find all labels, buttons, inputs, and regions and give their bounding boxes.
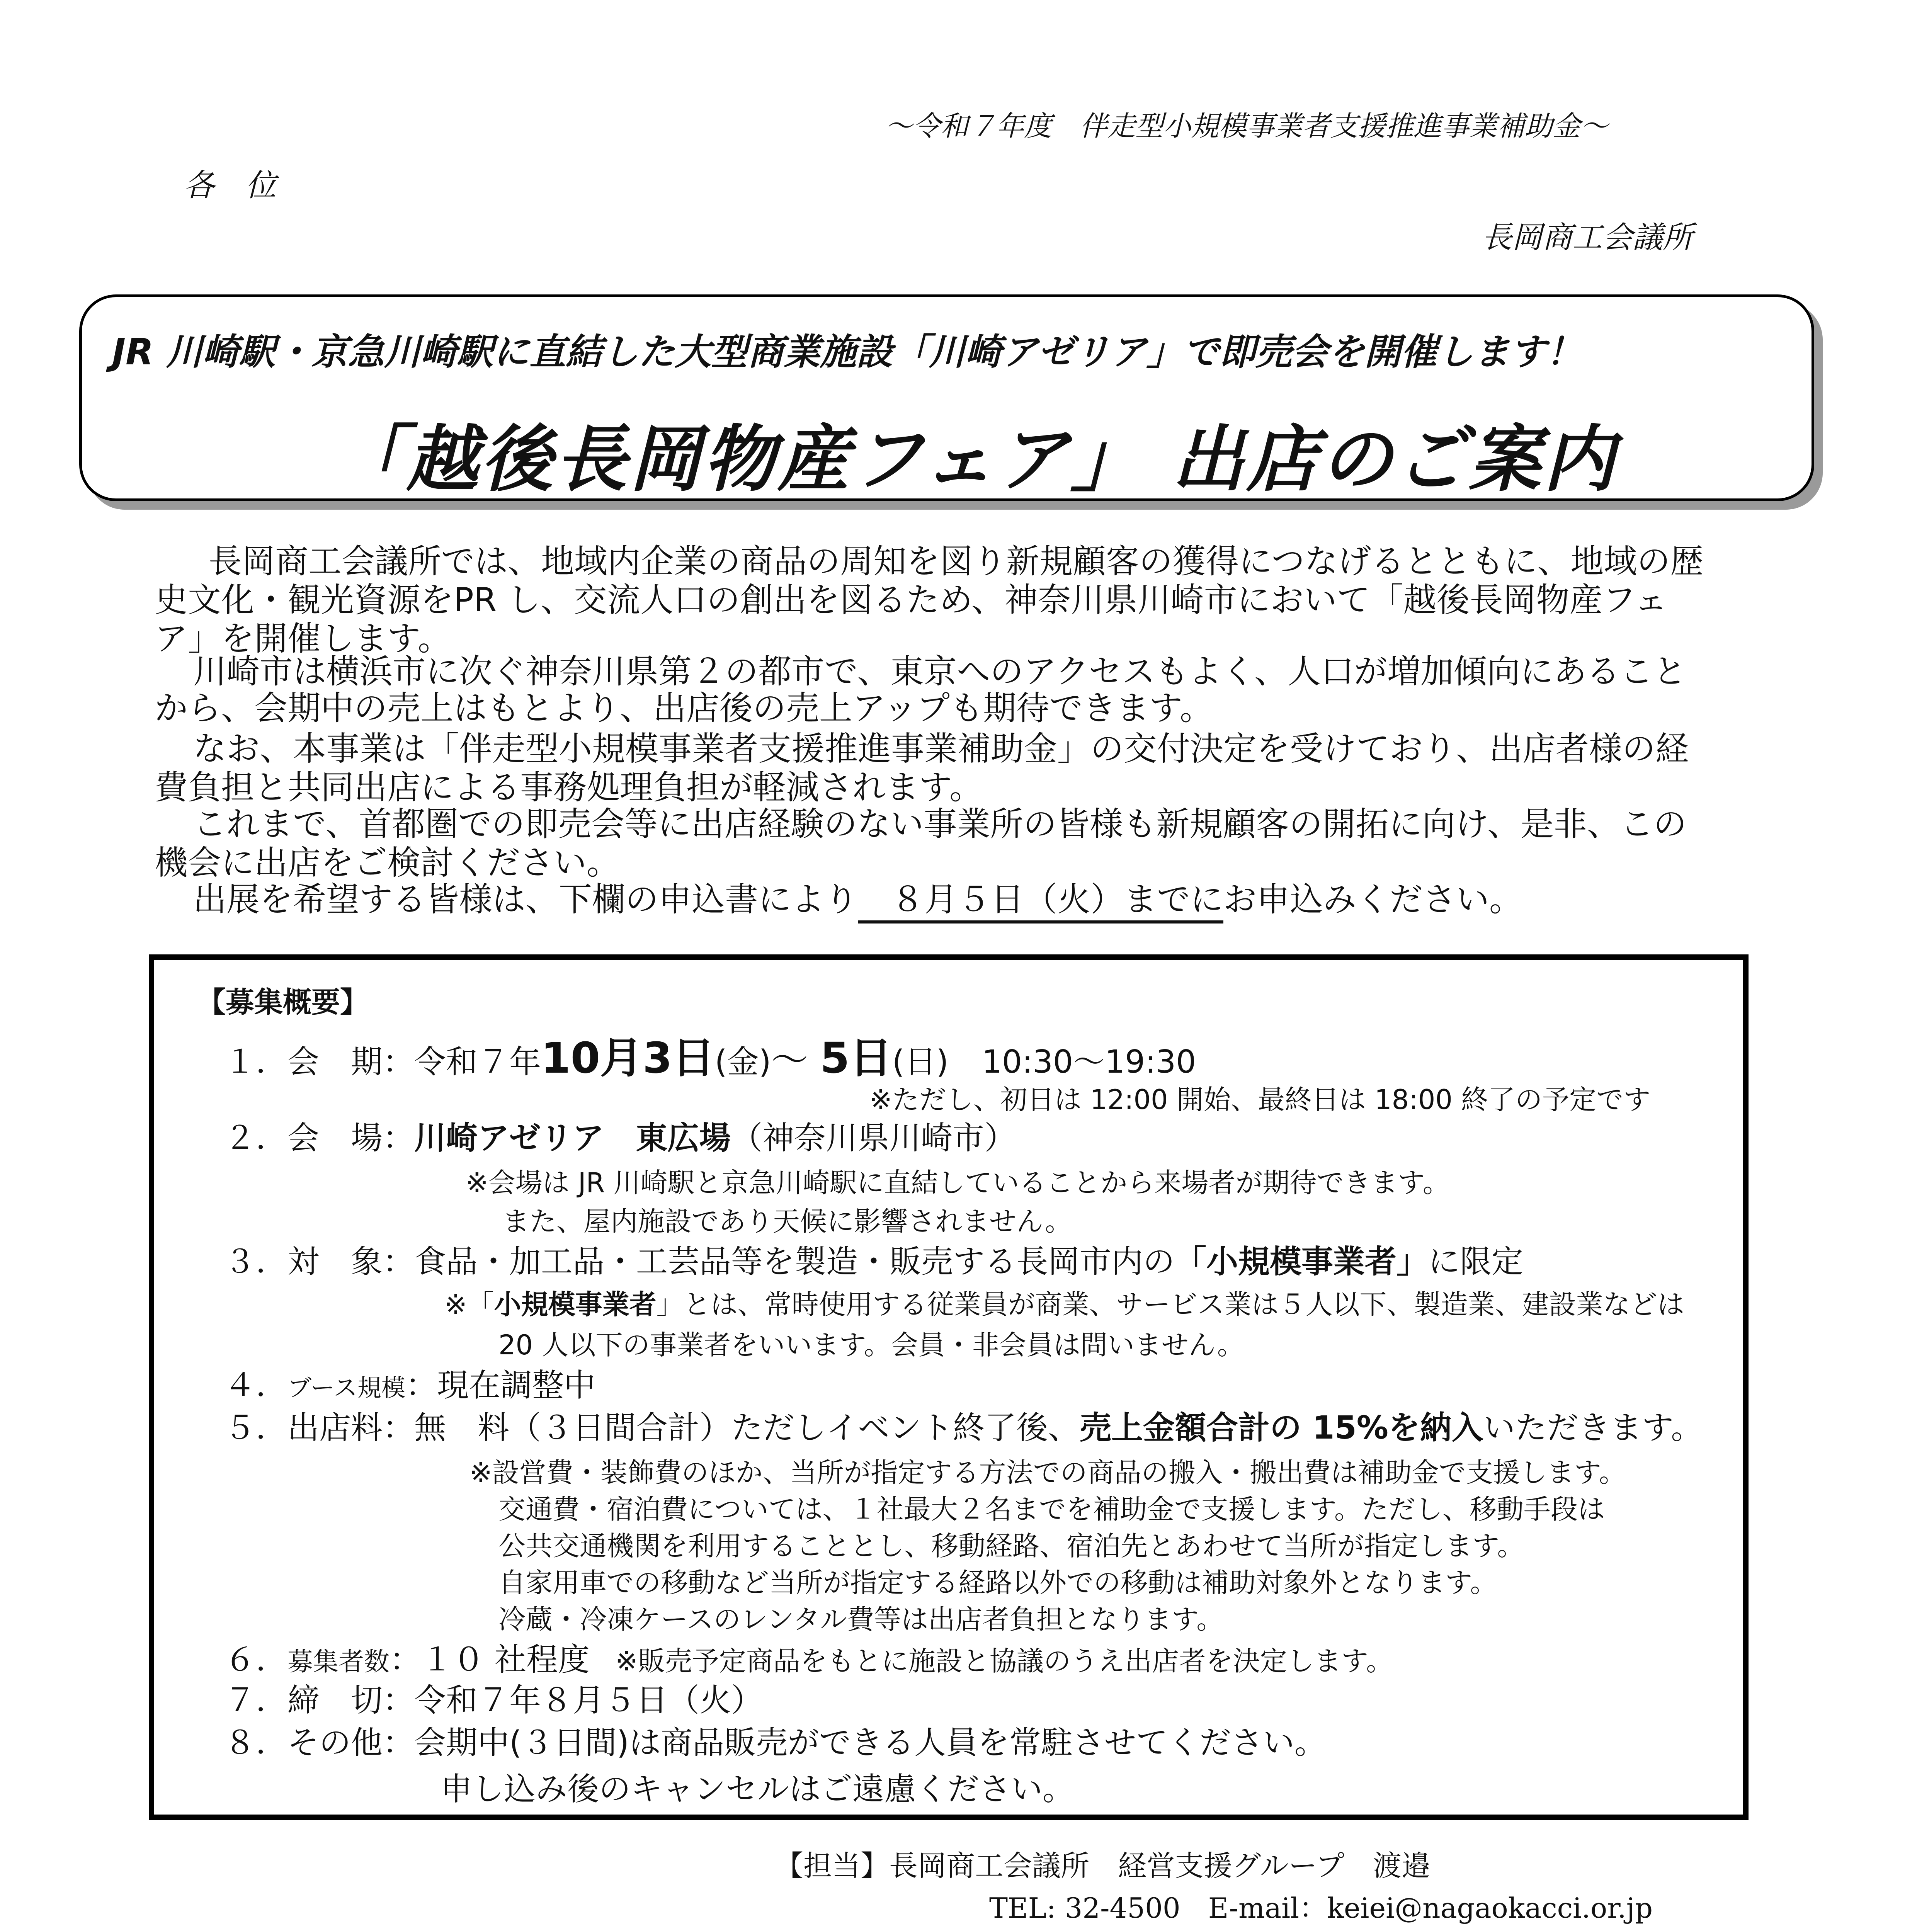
target-note-rest: 」とは、常時使用する従業員が商業、サービス業は５人以下、製造業、建設業などは (656, 1289, 1684, 1320)
deadline-suffix: お申込みください。 (1223, 880, 1522, 919)
intro-line: 史文化・観光資源をPR し、交流人口の創出を図るため、神奈川県川崎市において「越後長岡物産フェ (155, 581, 1668, 619)
intro-line: 長岡商工会議所では、地域内企業の商品の周知を図り新規顧客の獲得につなげるとともに、地域の歴 (209, 542, 1704, 581)
deadline-line (193, 880, 1778, 919)
contact-tel-email: TEL: 32-4500 E-mail：keiei@nagaokacci.or.jp (989, 1892, 1653, 1924)
deadline-value: 令和７年８月５日（火） (414, 1682, 763, 1719)
intro-line: なお、本事業は「伴走型小規模事業者支援推進事業補助金」の交付決定を受けており、出店者様の経 (193, 730, 1689, 768)
fee-text: 無 料（３日間合計）ただしイベント終了後、 (414, 1410, 1080, 1446)
other-line-2: 申し込み後のキャンセルはご遠慮ください。 (441, 1771, 1075, 1808)
target-note-prefix: ※「 (444, 1289, 494, 1320)
target-note-bold: 小規模事業者 (494, 1289, 657, 1320)
period-label: １．会 期： (224, 1044, 415, 1080)
deadline-date: ８月５日（火）までに (858, 880, 1223, 923)
fee-note: 冷蔵・冷凍ケースのレンタル費等は出店者負担となります。 (498, 1604, 1224, 1635)
target-note-1 (444, 1283, 1684, 1322)
target-suffix: に限定 (1428, 1243, 1524, 1280)
fee-bold: 売上金額合計の 15%を納入 (1080, 1410, 1483, 1446)
target-label: ３．対 象： (224, 1243, 415, 1280)
fee-note: 交通費・宿泊費については、１社最大２名までを補助金で支援します。ただし、移動手段は (498, 1493, 1605, 1525)
period-end: 5日 (820, 1033, 892, 1083)
venue-location: （神奈川県川崎市） (731, 1120, 1016, 1156)
recruit-label: 募集者数 (287, 1647, 390, 1677)
intro-line: 機会に出店をご検討ください。 (155, 844, 620, 882)
venue-label: ２．会 場： (224, 1120, 415, 1156)
other-row (224, 1718, 1326, 1763)
booth-row (224, 1360, 595, 1405)
venue-row (224, 1113, 1016, 1158)
recruit-value: １０ 社程度 (421, 1641, 590, 1678)
fee-note: ※設営費・装飾費のほか、当所が指定する方法での商品の搬入・搬出費は補助金で支援します。 (469, 1457, 1626, 1488)
summary-heading: 【募集概要】 (197, 986, 369, 1019)
deadline-label: ７．締 切： (224, 1682, 415, 1719)
event-title: 「越後長岡物産フェア」 出店のご案内 (332, 417, 1618, 501)
intro-line: から、会期中の売上はもとより、出店後の売上アップも期待できます。 (155, 689, 1213, 728)
period-time: 10:30～19:30 (981, 1044, 1196, 1080)
period-start: 10月3日 (541, 1033, 715, 1083)
period-tilde: ～ (771, 1038, 820, 1082)
booth-num: ４． (224, 1367, 288, 1404)
booth-sep: ： (405, 1367, 437, 1404)
sender: 長岡商工会議所 (1482, 220, 1693, 255)
booth-value: 現在調整中 (437, 1367, 596, 1404)
recruit-sep: ： (390, 1641, 422, 1678)
fee-row (224, 1403, 1703, 1448)
venue-note-2: また、屋内施設であり天候に影響されません。 (502, 1206, 1072, 1237)
intro-line: ア」を開催します。 (155, 619, 451, 658)
recruit-row (224, 1634, 1393, 1680)
period-note: ※ただし、初日は 12:00 開始、最終日は 18:00 終了の予定です (869, 1084, 1651, 1116)
fee-suffix: いただきます。 (1483, 1410, 1703, 1446)
intro-line: これまで、首都圏での即売会等に出店経験のない事業所の皆様も新規顧客の開拓に向け、是非、この (193, 805, 1687, 844)
target-bold: 「小規模事業者」 (1175, 1243, 1429, 1280)
deadline-row (224, 1675, 763, 1720)
booth-label: ブース規模 (287, 1374, 406, 1402)
event-subtitle: JR 川崎駅・京急川崎駅に直結した大型商業施設「川崎アゼリア」で即売会を開催します！ (112, 331, 1583, 373)
intro-line: 川崎市は横浜市に次ぐ神奈川県第２の都市で、東京へのアクセスもよく、人口が増加傾向にあること (193, 652, 1686, 691)
deadline-prefix: 出展を希望する皆様は、下欄の申込書により (193, 880, 858, 919)
period-row (224, 1024, 1196, 1085)
target-note-2: 20 人以下の事業者をいいます。会員・非会員は問いません。 (498, 1329, 1244, 1361)
venue-note-1: ※会場は JR 川崎駅と京急川崎駅に直結していることから来場者が期待できます。 (466, 1167, 1450, 1199)
venue-name: 川崎アゼリア 東広場 (414, 1120, 731, 1156)
target-text: 食品・加工品・工芸品等を製造・販売する長岡市内の (414, 1243, 1175, 1280)
period-dow-1: (金) (714, 1044, 771, 1080)
period-era: 令和７年 (414, 1044, 541, 1080)
fee-note: 公共交通機関を利用することとし、移動経路、宿泊先とあわせて当所が指定します。 (498, 1530, 1524, 1562)
target-row (224, 1236, 1523, 1282)
contact-person: 【担当】長岡商工会議所 経営支援グループ 渡邉 (775, 1849, 1431, 1883)
addressee: 各 位 (184, 167, 276, 203)
period-dow-2: (日) (892, 1044, 949, 1080)
other-label: ８．その他： (224, 1725, 415, 1761)
recruit-num: ６． (224, 1641, 288, 1678)
fee-note: 自家用車での移動など当所が指定する経路以外での移動は補助対象外となります。 (498, 1567, 1497, 1599)
recruit-note: ※販売予定商品をもとに施設と協議のうえ出店者を決定します。 (615, 1645, 1393, 1677)
intro-line: 費負担と共同出店による事務処理負担が軽減されます。 (155, 768, 983, 807)
other-line-1: 会期中(３日間)は商品販売ができる人員を常駐させてください。 (414, 1725, 1326, 1761)
program-name: ～令和７年度 伴走型小規模事業者支援推進事業補助金～ (885, 110, 1609, 142)
fee-label: ５．出店料： (224, 1410, 415, 1446)
